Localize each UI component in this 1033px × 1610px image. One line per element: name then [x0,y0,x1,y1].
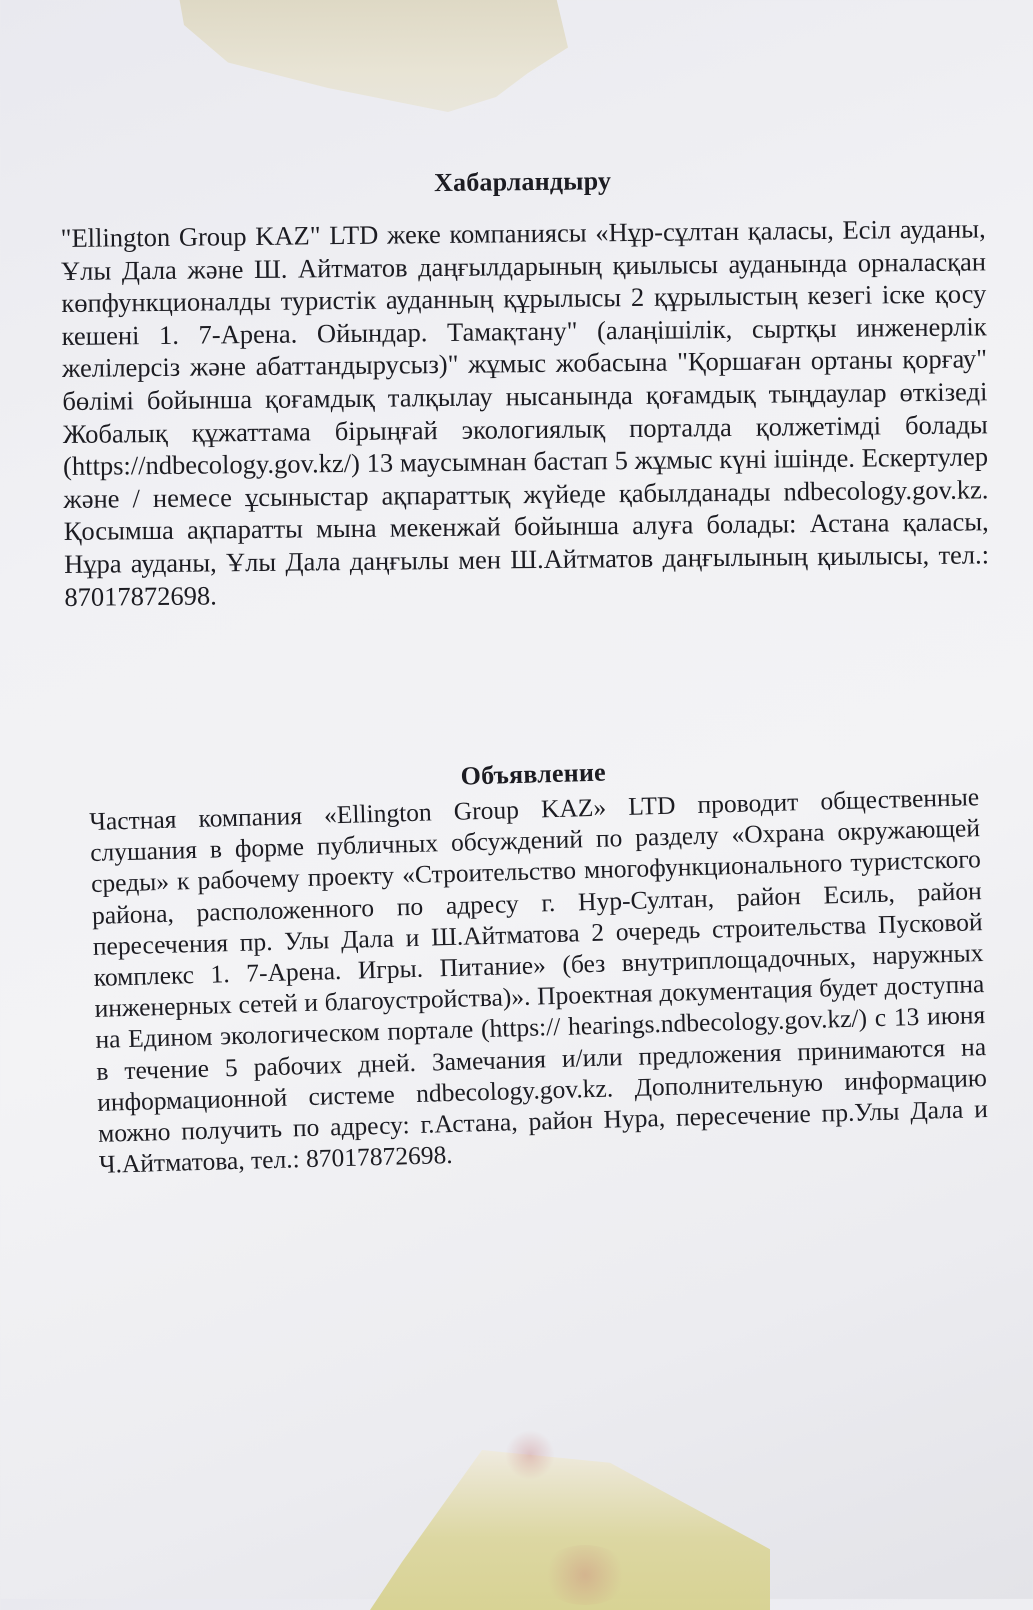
stain-mark [505,1430,555,1480]
kazakh-notice-body: "Ellington Group KAZ" LTD жеке компаниясы «Нұр-сұлтан қаласы, Есіл ауданы, Ұлы Дала және Ш. Айтматов даңғылдарының қиылысы ауданында орналасқан көпфункционалды туристік ауданның құрылысы 2 құрылыстың кезегі іске қосу кешені 1. 7-Арена. Ойындар. Тамақтану" (алаңішілік, сыртқы инженерлік желілерсіз және абаттандырусыз)" жұмыс жобасына "Қоршаған ортаны қорғау" бөлімі бойынша қоғамдық талқылау нысанында қоғамдық тыңдаулар өткізеді Жобалық құжаттама бірыңғай экологиялық порталда қолжетімді болады (https://ndbecology.gov.kz/) 13 маусымнан бастап 5 жұмыс күні ішінде. Ескертулер және / немесе ұсыныстар ақпараттық жүйеде қабылданады ndbecology.gov.kz. Қосымша ақпаратты мына мекенжай бойынша алуға болады: Астана қаласы, Нұра ауданы, Ұлы Дала даңғылы мен Ш.Айтматов даңғылының қиылысы, тел.: 87017872698. [60,213,990,612]
tape-top-decoration [168,0,568,130]
russian-notice-heading: Объявление [460,757,607,791]
kazakh-notice [60,162,990,613]
russian-notice-body: Частная компания «Ellington Group KAZ» LTD проводит общественные слушания в форме публичных обсуждений по разделу «Охрана окружающей среды» к рабочему проекту «Строительство многофункционального туристского района, расположенного по адресу г. Нур-Султан, район Есиль, район пересечения пр. Улы Дала и Ш.Айтматова 2 очередь строительства Пусковой комплекс 1. 7-Арена. Игры. Питание» (без внутриплощадочных, наружных инженерных сетей и благоустройства)». Проектная документация будет доступна на Едином экологическом портале (https:// hearings.ndbecology.gov.kz/) с 13 июня в течение 5 рабочих дней. Замечания и/или предложения принимаются на информационной системе ndbecology.gov.kz. Дополнительную информацию можно получить по адресу: г.Астана, район Нура, пересечение пр.Улы Дала и Ч.Айтматова, тел.: 87017872698. [88,782,989,1180]
stain-mark [540,1545,630,1605]
kazakh-notice-heading: Хабарландыру [433,166,612,198]
russian-notice [88,747,989,1180]
